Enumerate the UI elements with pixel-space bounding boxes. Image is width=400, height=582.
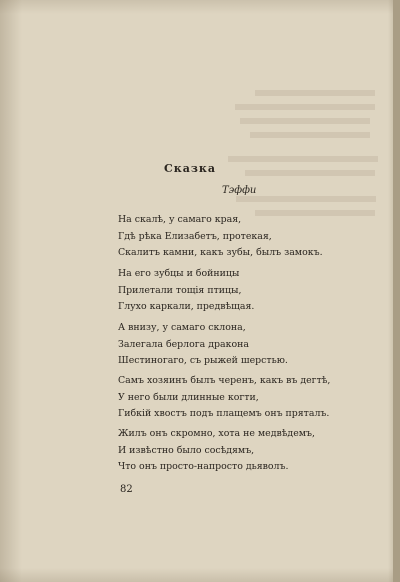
poem-line: У него были длинные когти, bbox=[118, 391, 259, 403]
bleed-through-text bbox=[236, 196, 376, 202]
poem-title: Сказка bbox=[164, 162, 216, 175]
stanza bbox=[118, 212, 323, 262]
page-number: 82 bbox=[120, 484, 133, 495]
poem-line: Жилъ онъ скромно, хота не медвѣдемъ, bbox=[118, 428, 315, 439]
poem-line: Самъ хозяинъ былъ черенъ, какъ въ дегтѣ, bbox=[118, 375, 331, 386]
poem-line: Глухо каркали, предвѣщая. bbox=[118, 301, 255, 312]
poem-line: Залегала берлога дракона bbox=[118, 338, 249, 350]
poem-line: Шестиногаго, съ рыжей шерстью. bbox=[118, 355, 288, 366]
poem-line: И извѣстно было сосѣдямъ, bbox=[118, 444, 255, 456]
stanza bbox=[118, 373, 330, 423]
poem-author: Тэффи bbox=[222, 185, 257, 196]
bleed-through-text bbox=[250, 132, 370, 138]
poem-line: На его зубцы и бойницы bbox=[118, 268, 240, 279]
stanza bbox=[118, 426, 315, 476]
bleed-through-text bbox=[235, 104, 375, 110]
bleed-through-text bbox=[255, 90, 375, 96]
poem-line: Скалитъ камни, какъ зубы, былъ замокъ. bbox=[118, 247, 323, 258]
poem-line: Что онъ просто-напросто дьяволъ. bbox=[118, 461, 289, 472]
poem-line: Гибкій хвостъ подъ плащемъ онъ пряталъ. bbox=[118, 408, 330, 419]
bleed-through-text bbox=[240, 118, 370, 124]
poem-line: А внизу, у самаго склона, bbox=[118, 322, 246, 333]
poem-line: Гдѣ рѣка Елизабетъ, протекая, bbox=[118, 230, 272, 242]
stanza bbox=[118, 266, 254, 316]
poem-line: На скалѣ, у самаго края, bbox=[118, 214, 242, 225]
page-edge bbox=[393, 0, 400, 582]
stanza bbox=[118, 320, 288, 370]
poem-line: Прилетали тощія птицы, bbox=[118, 284, 242, 296]
